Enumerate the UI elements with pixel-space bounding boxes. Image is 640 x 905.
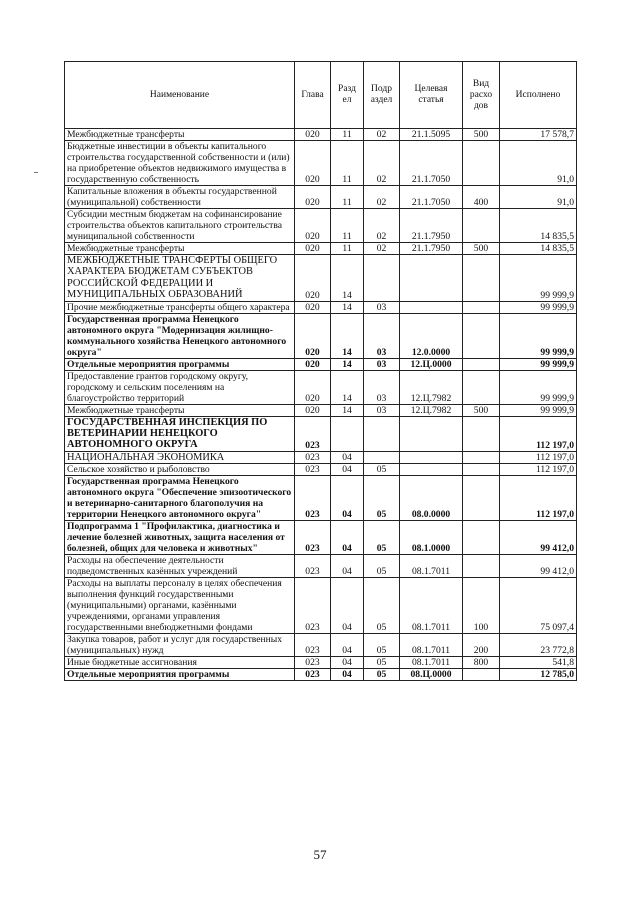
cell-razdel: 04	[331, 578, 364, 634]
cell-name: Сельское хозяйство и рыболовство	[65, 464, 295, 476]
table-row	[65, 129, 577, 141]
cell-razdel: 04	[331, 555, 364, 578]
cell-podrazdel: 03	[364, 313, 400, 358]
cell-podrazdel: 02	[364, 141, 400, 186]
table-row	[65, 451, 577, 463]
header-vid: Вид расхо дов	[463, 62, 500, 129]
header-podrazdel: Подр аздел	[364, 62, 400, 129]
cell-stat: 08.1.0000	[400, 521, 463, 555]
cell-vid	[463, 521, 500, 555]
cell-razdel: 14	[331, 358, 364, 370]
cell-razdel: 14	[331, 370, 364, 404]
cell-podrazdel: 03	[364, 370, 400, 404]
cell-ispolneno: 541,8	[500, 657, 577, 669]
cell-glava: 020	[295, 186, 331, 209]
cell-vid	[463, 464, 500, 476]
cell-stat: 21.1.7950	[400, 243, 463, 255]
cell-name: МЕЖБЮДЖЕТНЫЕ ТРАНСФЕРТЫ ОБЩЕГО ХАРАКТЕРА БЮДЖЕТАМ СУБЪЕКТОВ РОССИЙСКОЙ ФЕДЕРАЦИИ И МУНИЦИПАЛЬНЫХ ОБРАЗОВАНИЙ	[65, 255, 295, 302]
table-row	[65, 358, 577, 370]
cell-glava: 020	[295, 358, 331, 370]
cell-glava: 020	[295, 313, 331, 358]
cell-name: ГОСУДАРСТВЕННАЯ ИНСПЕКЦИЯ ПО ВЕТЕРИНАРИИ НЕНЕЦКОГО АВТОНОМНОГО ОКРУГА	[65, 416, 295, 451]
cell-vid	[463, 555, 500, 578]
cell-vid	[463, 301, 500, 313]
cell-stat: 12.Ц.7982	[400, 404, 463, 416]
budget-table	[64, 61, 577, 681]
cell-stat: 21.1.7050	[400, 186, 463, 209]
cell-name: Межбюджетные трансферты	[65, 404, 295, 416]
cell-podrazdel	[364, 416, 400, 451]
table-row	[65, 141, 577, 186]
cell-ispolneno: 75 097,4	[500, 578, 577, 634]
cell-glava: 020	[295, 255, 331, 302]
cell-vid	[463, 209, 500, 243]
cell-razdel: 04	[331, 464, 364, 476]
cell-razdel: 14	[331, 255, 364, 302]
cell-ispolneno: 17 578,7	[500, 129, 577, 141]
cell-name: Субсидии местным бюджетам на софинансирование строительства объектов капитального строительства муниципальной собственности	[65, 209, 295, 243]
cell-vid: 100	[463, 578, 500, 634]
table-row	[65, 416, 577, 451]
cell-podrazdel: 03	[364, 404, 400, 416]
table-header-row	[65, 62, 577, 129]
cell-vid	[463, 370, 500, 404]
table-row	[65, 243, 577, 255]
cell-glava: 023	[295, 634, 331, 657]
cell-podrazdel: 05	[364, 521, 400, 555]
table-row	[65, 370, 577, 404]
cell-stat: 21.1.7050	[400, 141, 463, 186]
cell-razdel: 11	[331, 141, 364, 186]
cell-name: Предоставление грантов городскому округу, городскому и сельским поселениям на благоустройство территорий	[65, 370, 295, 404]
cell-stat	[400, 301, 463, 313]
cell-razdel: 11	[331, 243, 364, 255]
cell-vid	[463, 451, 500, 463]
cell-podrazdel: 02	[364, 209, 400, 243]
table-row	[65, 301, 577, 313]
cell-name: Государственная программа Ненецкого автономного округа "Модернизация жилищно-коммунального хозяйства Ненецкого автономного округа"	[65, 313, 295, 358]
table-row	[65, 209, 577, 243]
table-row	[65, 634, 577, 657]
cell-name: Прочие межбюджетные трансферты общего характера	[65, 301, 295, 313]
table-row	[65, 186, 577, 209]
cell-podrazdel: 05	[364, 476, 400, 521]
cell-vid: 400	[463, 186, 500, 209]
cell-stat	[400, 451, 463, 463]
cell-name: Бюджетные инвестиции в объекты капитального строительства государственной собственности и (или) на приобретение объектов недвижимого имущества в государственную собственность	[65, 141, 295, 186]
cell-glava: 023	[295, 476, 331, 521]
scan-artifact	[34, 172, 38, 173]
cell-ispolneno: 112 197,0	[500, 416, 577, 451]
cell-razdel: 04	[331, 669, 364, 681]
cell-glava: 023	[295, 451, 331, 463]
table-row	[65, 555, 577, 578]
cell-stat: 12.0.0000	[400, 313, 463, 358]
cell-podrazdel: 03	[364, 301, 400, 313]
cell-razdel: 04	[331, 521, 364, 555]
cell-name: Иные бюджетные ассигнования	[65, 657, 295, 669]
cell-glava: 023	[295, 555, 331, 578]
cell-stat	[400, 464, 463, 476]
cell-razdel	[331, 416, 364, 451]
cell-glava: 023	[295, 416, 331, 451]
cell-glava: 020	[295, 243, 331, 255]
cell-name: Закупка товаров, работ и услуг для государственных (муниципальных) нужд	[65, 634, 295, 657]
cell-name: Межбюджетные трансферты	[65, 129, 295, 141]
cell-stat: 08.1.7011	[400, 578, 463, 634]
header-name: Наименование	[65, 62, 295, 129]
cell-stat	[400, 416, 463, 451]
cell-vid	[463, 141, 500, 186]
cell-podrazdel: 02	[364, 186, 400, 209]
cell-vid	[463, 476, 500, 521]
cell-razdel: 04	[331, 657, 364, 669]
cell-ispolneno: 112 197,0	[500, 451, 577, 463]
cell-glava: 020	[295, 141, 331, 186]
cell-podrazdel: 05	[364, 578, 400, 634]
page-number: 57	[313, 847, 327, 862]
table-row	[65, 669, 577, 681]
cell-ispolneno: 99 999,9	[500, 255, 577, 302]
table-row	[65, 476, 577, 521]
cell-glava: 023	[295, 521, 331, 555]
cell-razdel: 11	[331, 129, 364, 141]
cell-razdel: 14	[331, 313, 364, 358]
table-row	[65, 404, 577, 416]
cell-razdel: 04	[331, 634, 364, 657]
cell-name: Отдельные мероприятия программы	[65, 669, 295, 681]
cell-podrazdel: 02	[364, 129, 400, 141]
cell-glava: 023	[295, 464, 331, 476]
cell-stat: 08.0.0000	[400, 476, 463, 521]
cell-ispolneno: 99 412,0	[500, 521, 577, 555]
cell-razdel: 14	[331, 301, 364, 313]
cell-stat: 21.1.7950	[400, 209, 463, 243]
cell-ispolneno: 112 197,0	[500, 464, 577, 476]
cell-ispolneno: 112 197,0	[500, 476, 577, 521]
cell-name: Межбюджетные трансферты	[65, 243, 295, 255]
cell-razdel: 04	[331, 451, 364, 463]
cell-name: Подпрограмма 1 "Профилактика, диагностика и лечение болезней животных, защита населения от болезней, общих для человека и животных"	[65, 521, 295, 555]
cell-ispolneno: 91,0	[500, 141, 577, 186]
cell-name: Капитальные вложения в объекты государственной (муниципальной) собственности	[65, 186, 295, 209]
cell-vid: 500	[463, 404, 500, 416]
header-glava: Глава	[295, 62, 331, 129]
cell-podrazdel: 05	[364, 464, 400, 476]
table-row	[65, 578, 577, 634]
cell-podrazdel: 05	[364, 555, 400, 578]
cell-vid: 500	[463, 243, 500, 255]
header-stat: Целевая статья	[400, 62, 463, 129]
table-row	[65, 255, 577, 302]
cell-razdel: 14	[331, 404, 364, 416]
cell-vid	[463, 358, 500, 370]
cell-stat: 08.1.7011	[400, 555, 463, 578]
cell-razdel: 04	[331, 476, 364, 521]
table-row	[65, 521, 577, 555]
cell-razdel: 11	[331, 209, 364, 243]
cell-podrazdel	[364, 255, 400, 302]
cell-stat: 21.1.5095	[400, 129, 463, 141]
cell-podrazdel: 05	[364, 657, 400, 669]
cell-ispolneno: 91,0	[500, 186, 577, 209]
table-row	[65, 313, 577, 358]
cell-vid	[463, 416, 500, 451]
cell-vid: 800	[463, 657, 500, 669]
cell-stat: 08.Ц.0000	[400, 669, 463, 681]
cell-stat: 12.Ц.0000	[400, 358, 463, 370]
cell-name: Государственная программа Ненецкого автономного округа "Обеспечение эпизоотического и ветеринарно-санитарного благополучия на территории Ненецкого автономного округа"	[65, 476, 295, 521]
cell-glava: 023	[295, 578, 331, 634]
cell-name: Расходы на выплаты персоналу в целях обеспечения выполнения функций государственными (муниципальными) органами, казёнными учреждениями, органами управления государственными внебюджетными фондами	[65, 578, 295, 634]
cell-glava: 020	[295, 404, 331, 416]
cell-podrazdel: 05	[364, 669, 400, 681]
cell-ispolneno: 99 999,9	[500, 313, 577, 358]
table-row	[65, 464, 577, 476]
cell-vid	[463, 669, 500, 681]
cell-glava: 020	[295, 209, 331, 243]
cell-ispolneno: 14 835,5	[500, 209, 577, 243]
cell-ispolneno: 14 835,5	[500, 243, 577, 255]
cell-podrazdel: 03	[364, 358, 400, 370]
cell-ispolneno: 12 785,0	[500, 669, 577, 681]
header-ispolneno: Исполнено	[500, 62, 577, 129]
cell-stat: 12.Ц.7982	[400, 370, 463, 404]
cell-ispolneno: 99 999,9	[500, 358, 577, 370]
cell-glava: 023	[295, 657, 331, 669]
cell-vid: 200	[463, 634, 500, 657]
table-row	[65, 657, 577, 669]
cell-glava: 020	[295, 370, 331, 404]
cell-stat: 08.1.7011	[400, 634, 463, 657]
cell-vid	[463, 313, 500, 358]
cell-name: НАЦИОНАЛЬНАЯ ЭКОНОМИКА	[65, 451, 295, 463]
cell-podrazdel: 02	[364, 243, 400, 255]
cell-ispolneno: 99 999,9	[500, 370, 577, 404]
cell-razdel: 11	[331, 186, 364, 209]
cell-vid	[463, 255, 500, 302]
cell-glava: 020	[295, 129, 331, 141]
cell-stat	[400, 255, 463, 302]
cell-glava: 023	[295, 669, 331, 681]
cell-vid: 500	[463, 129, 500, 141]
cell-ispolneno: 99 999,9	[500, 404, 577, 416]
header-razdel: Разд ел	[331, 62, 364, 129]
cell-podrazdel: 05	[364, 634, 400, 657]
cell-name: Отдельные мероприятия программы	[65, 358, 295, 370]
cell-ispolneno: 99 412,0	[500, 555, 577, 578]
cell-stat: 08.1.7011	[400, 657, 463, 669]
cell-podrazdel	[364, 451, 400, 463]
cell-ispolneno: 99 999,9	[500, 301, 577, 313]
cell-name: Расходы на обеспечение деятельности подведомственных казённых учреждений	[65, 555, 295, 578]
cell-ispolneno: 23 772,8	[500, 634, 577, 657]
cell-glava: 020	[295, 301, 331, 313]
